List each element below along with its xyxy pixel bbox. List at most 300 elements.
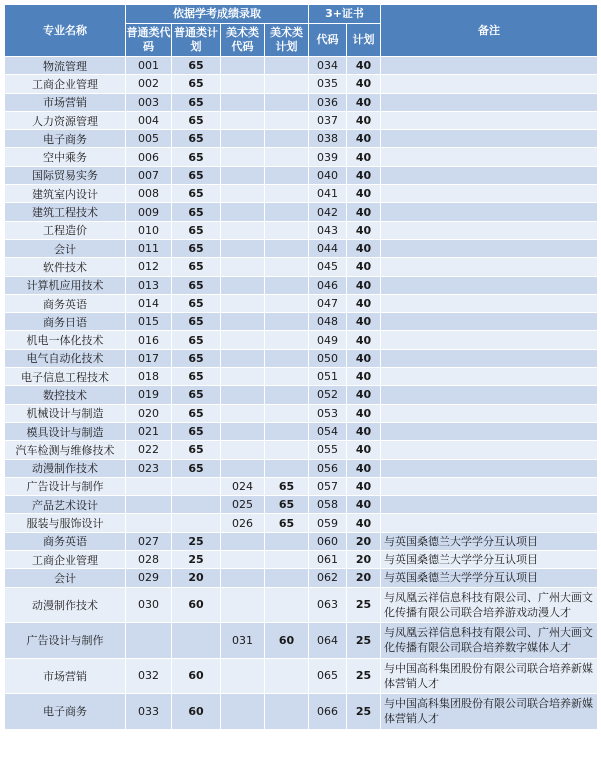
general-plan-cell: 65 xyxy=(172,294,221,312)
art-code-cell xyxy=(221,239,265,257)
major-name-cell: 商务英语 xyxy=(5,294,126,312)
remark-cell xyxy=(381,221,598,239)
general-plan-cell: 65 xyxy=(172,93,221,111)
table-row xyxy=(5,441,598,459)
table-row xyxy=(5,514,598,532)
general-code-cell: 023 xyxy=(126,459,172,477)
general-plan-cell: 65 xyxy=(172,221,221,239)
3plus-code-cell: 055 xyxy=(309,441,347,459)
table-row xyxy=(5,532,598,550)
3plus-code-cell: 039 xyxy=(309,148,347,166)
3plus-code-cell: 038 xyxy=(309,130,347,148)
major-name-cell: 电子商务 xyxy=(5,694,126,730)
3plus-plan-cell: 40 xyxy=(347,349,381,367)
3plus-plan-cell: 40 xyxy=(347,57,381,75)
art-plan-cell xyxy=(265,368,309,386)
art-plan-cell xyxy=(265,404,309,422)
header-major: 专业名称 xyxy=(5,5,126,57)
art-code-cell xyxy=(221,422,265,440)
general-code-cell: 030 xyxy=(126,587,172,623)
3plus-plan-cell: 40 xyxy=(347,258,381,276)
art-plan-cell xyxy=(265,532,309,550)
table-row xyxy=(5,694,598,730)
3plus-plan-cell: 25 xyxy=(347,658,381,694)
3plus-code-cell: 059 xyxy=(309,514,347,532)
art-plan-cell xyxy=(265,551,309,569)
3plus-code-cell: 060 xyxy=(309,532,347,550)
major-name-cell: 服装与服饰设计 xyxy=(5,514,126,532)
art-code-cell xyxy=(221,185,265,203)
general-plan-cell: 65 xyxy=(172,459,221,477)
general-code-cell: 017 xyxy=(126,349,172,367)
table-row xyxy=(5,203,598,221)
art-plan-cell xyxy=(265,148,309,166)
major-name-cell: 电子信息工程技术 xyxy=(5,368,126,386)
art-plan-cell xyxy=(265,569,309,587)
general-plan-cell: 65 xyxy=(172,130,221,148)
art-plan-cell xyxy=(265,587,309,623)
header-3plus-code: 代码 xyxy=(309,24,347,57)
3plus-plan-cell: 20 xyxy=(347,569,381,587)
general-code-cell xyxy=(126,623,172,659)
remark-cell: 与凤凰云祥信息科技有限公司、广州大画文化传播有限公司联合培养数字媒体人才 xyxy=(381,623,598,659)
remark-cell xyxy=(381,496,598,514)
art-code-cell xyxy=(221,331,265,349)
art-code-cell xyxy=(221,368,265,386)
major-name-cell: 空中乘务 xyxy=(5,148,126,166)
general-code-cell: 010 xyxy=(126,221,172,239)
general-plan-cell xyxy=(172,477,221,495)
art-code-cell xyxy=(221,658,265,694)
major-name-cell: 电气自动化技术 xyxy=(5,349,126,367)
table-row xyxy=(5,93,598,111)
art-code-cell xyxy=(221,221,265,239)
general-plan-cell: 60 xyxy=(172,658,221,694)
3plus-plan-cell: 40 xyxy=(347,130,381,148)
remark-cell xyxy=(381,93,598,111)
major-name-cell: 工程造价 xyxy=(5,221,126,239)
3plus-plan-cell: 40 xyxy=(347,294,381,312)
general-plan-cell: 25 xyxy=(172,551,221,569)
table-row xyxy=(5,75,598,93)
remark-cell xyxy=(381,203,598,221)
art-code-cell xyxy=(221,57,265,75)
art-plan-cell xyxy=(265,185,309,203)
table-header xyxy=(5,5,598,57)
general-code-cell: 018 xyxy=(126,368,172,386)
general-code-cell: 015 xyxy=(126,313,172,331)
art-plan-cell xyxy=(265,130,309,148)
header-art-code: 美术类代码 xyxy=(221,24,265,57)
remark-cell xyxy=(381,185,598,203)
general-plan-cell: 65 xyxy=(172,441,221,459)
art-plan-cell xyxy=(265,349,309,367)
remark-cell xyxy=(381,477,598,495)
art-code-cell xyxy=(221,551,265,569)
table-row xyxy=(5,459,598,477)
table-row xyxy=(5,496,598,514)
general-plan-cell: 65 xyxy=(172,57,221,75)
table-row xyxy=(5,331,598,349)
major-name-cell: 工商企业管理 xyxy=(5,551,126,569)
art-code-cell xyxy=(221,532,265,550)
remark-cell: 与中国高科集团股份有限公司联合培养新媒体营销人才 xyxy=(381,658,598,694)
3plus-plan-cell: 40 xyxy=(347,221,381,239)
3plus-plan-cell: 40 xyxy=(347,459,381,477)
art-code-cell xyxy=(221,441,265,459)
major-name-cell: 机电一体化技术 xyxy=(5,331,126,349)
3plus-plan-cell: 25 xyxy=(347,694,381,730)
3plus-code-cell: 045 xyxy=(309,258,347,276)
3plus-plan-cell: 40 xyxy=(347,422,381,440)
3plus-code-cell: 049 xyxy=(309,331,347,349)
3plus-code-cell: 048 xyxy=(309,313,347,331)
header-general-code: 普通类代码 xyxy=(126,24,172,57)
table-row xyxy=(5,587,598,623)
art-code-cell: 026 xyxy=(221,514,265,532)
3plus-plan-cell: 25 xyxy=(347,623,381,659)
admission-plan-table xyxy=(4,4,598,730)
remark-cell: 与凤凰云祥信息科技有限公司、广州大画文化传播有限公司联合培养游戏动漫人才 xyxy=(381,587,598,623)
art-plan-cell xyxy=(265,658,309,694)
general-code-cell xyxy=(126,514,172,532)
3plus-code-cell: 053 xyxy=(309,404,347,422)
3plus-plan-cell: 40 xyxy=(347,404,381,422)
3plus-plan-cell: 40 xyxy=(347,185,381,203)
remark-cell xyxy=(381,404,598,422)
general-code-cell: 008 xyxy=(126,185,172,203)
admission-plan-table-wrapper xyxy=(4,4,597,730)
remark-cell xyxy=(381,258,598,276)
remark-cell xyxy=(381,422,598,440)
major-name-cell: 国际贸易实务 xyxy=(5,166,126,184)
general-code-cell: 006 xyxy=(126,148,172,166)
table-row xyxy=(5,276,598,294)
major-name-cell: 电子商务 xyxy=(5,130,126,148)
3plus-code-cell: 046 xyxy=(309,276,347,294)
art-code-cell xyxy=(221,404,265,422)
major-name-cell: 软件技术 xyxy=(5,258,126,276)
header-3plus-group: 3+证书 xyxy=(309,5,381,24)
3plus-code-cell: 061 xyxy=(309,551,347,569)
general-plan-cell: 65 xyxy=(172,185,221,203)
general-code-cell: 005 xyxy=(126,130,172,148)
3plus-plan-cell: 40 xyxy=(347,166,381,184)
table-row xyxy=(5,623,598,659)
table-row xyxy=(5,349,598,367)
art-plan-cell xyxy=(265,203,309,221)
major-name-cell: 人力资源管理 xyxy=(5,111,126,129)
3plus-plan-cell: 40 xyxy=(347,368,381,386)
header-score-group: 依据学考成绩录取 xyxy=(126,5,309,24)
general-plan-cell: 65 xyxy=(172,422,221,440)
general-plan-cell: 65 xyxy=(172,313,221,331)
general-plan-cell xyxy=(172,623,221,659)
art-code-cell xyxy=(221,93,265,111)
major-name-cell: 广告设计与制作 xyxy=(5,623,126,659)
art-plan-cell xyxy=(265,93,309,111)
3plus-code-cell: 051 xyxy=(309,368,347,386)
general-code-cell: 014 xyxy=(126,294,172,312)
general-plan-cell: 65 xyxy=(172,166,221,184)
3plus-plan-cell: 40 xyxy=(347,148,381,166)
remark-cell xyxy=(381,166,598,184)
3plus-plan-cell: 20 xyxy=(347,551,381,569)
art-code-cell: 025 xyxy=(221,496,265,514)
3plus-code-cell: 054 xyxy=(309,422,347,440)
art-code-cell xyxy=(221,276,265,294)
3plus-code-cell: 047 xyxy=(309,294,347,312)
3plus-code-cell: 052 xyxy=(309,386,347,404)
3plus-plan-cell: 40 xyxy=(347,239,381,257)
3plus-code-cell: 040 xyxy=(309,166,347,184)
major-name-cell: 数控技术 xyxy=(5,386,126,404)
3plus-code-cell: 044 xyxy=(309,239,347,257)
major-name-cell: 动漫制作技术 xyxy=(5,587,126,623)
general-code-cell: 016 xyxy=(126,331,172,349)
3plus-plan-cell: 40 xyxy=(347,514,381,532)
general-code-cell: 011 xyxy=(126,239,172,257)
3plus-plan-cell: 40 xyxy=(347,313,381,331)
remark-cell xyxy=(381,313,598,331)
3plus-code-cell: 035 xyxy=(309,75,347,93)
art-plan-cell xyxy=(265,313,309,331)
general-plan-cell xyxy=(172,496,221,514)
general-plan-cell: 65 xyxy=(172,239,221,257)
remark-cell xyxy=(381,130,598,148)
remark-cell xyxy=(381,111,598,129)
major-name-cell: 市场营销 xyxy=(5,658,126,694)
remark-cell xyxy=(381,349,598,367)
art-plan-cell xyxy=(265,294,309,312)
general-plan-cell: 60 xyxy=(172,694,221,730)
art-code-cell xyxy=(221,148,265,166)
art-plan-cell xyxy=(265,422,309,440)
3plus-plan-cell: 40 xyxy=(347,441,381,459)
remark-cell xyxy=(381,386,598,404)
3plus-plan-cell: 40 xyxy=(347,496,381,514)
general-plan-cell: 65 xyxy=(172,276,221,294)
table-row xyxy=(5,239,598,257)
general-code-cell: 019 xyxy=(126,386,172,404)
art-plan-cell xyxy=(265,276,309,294)
general-code-cell: 028 xyxy=(126,551,172,569)
general-plan-cell: 65 xyxy=(172,331,221,349)
art-plan-cell xyxy=(265,239,309,257)
art-code-cell xyxy=(221,569,265,587)
table-row xyxy=(5,57,598,75)
art-plan-cell xyxy=(265,694,309,730)
art-code-cell xyxy=(221,349,265,367)
major-name-cell: 建筑工程技术 xyxy=(5,203,126,221)
table-row xyxy=(5,258,598,276)
3plus-code-cell: 042 xyxy=(309,203,347,221)
remark-cell: 与中国高科集团股份有限公司联合培养新媒体营销人才 xyxy=(381,694,598,730)
general-code-cell: 004 xyxy=(126,111,172,129)
table-row xyxy=(5,313,598,331)
table-row xyxy=(5,166,598,184)
general-code-cell: 029 xyxy=(126,569,172,587)
3plus-code-cell: 065 xyxy=(309,658,347,694)
general-code-cell: 022 xyxy=(126,441,172,459)
general-code-cell: 003 xyxy=(126,93,172,111)
general-code-cell: 021 xyxy=(126,422,172,440)
3plus-plan-cell: 40 xyxy=(347,331,381,349)
major-name-cell: 商务日语 xyxy=(5,313,126,331)
general-code-cell: 002 xyxy=(126,75,172,93)
major-name-cell: 机械设计与制造 xyxy=(5,404,126,422)
table-row xyxy=(5,368,598,386)
art-plan-cell: 65 xyxy=(265,477,309,495)
3plus-code-cell: 056 xyxy=(309,459,347,477)
art-plan-cell xyxy=(265,221,309,239)
header-general-plan: 普通类计划 xyxy=(172,24,221,57)
3plus-plan-cell: 20 xyxy=(347,532,381,550)
table-row xyxy=(5,221,598,239)
art-code-cell xyxy=(221,258,265,276)
3plus-plan-cell: 40 xyxy=(347,477,381,495)
art-plan-cell: 60 xyxy=(265,623,309,659)
header-3plus-plan: 计划 xyxy=(347,24,381,57)
general-code-cell: 013 xyxy=(126,276,172,294)
3plus-code-cell: 036 xyxy=(309,93,347,111)
3plus-code-cell: 037 xyxy=(309,111,347,129)
remark-cell: 与英国桑德兰大学学分互认项目 xyxy=(381,551,598,569)
major-name-cell: 建筑室内设计 xyxy=(5,185,126,203)
general-code-cell: 009 xyxy=(126,203,172,221)
major-name-cell: 商务英语 xyxy=(5,532,126,550)
general-plan-cell: 65 xyxy=(172,75,221,93)
art-code-cell: 024 xyxy=(221,477,265,495)
art-code-cell xyxy=(221,386,265,404)
major-name-cell: 会计 xyxy=(5,239,126,257)
general-plan-cell: 65 xyxy=(172,386,221,404)
general-plan-cell: 20 xyxy=(172,569,221,587)
major-name-cell: 市场营销 xyxy=(5,93,126,111)
art-plan-cell xyxy=(265,386,309,404)
remark-cell: 与英国桑德兰大学学分互认项目 xyxy=(381,569,598,587)
art-plan-cell xyxy=(265,441,309,459)
general-code-cell: 012 xyxy=(126,258,172,276)
general-plan-cell xyxy=(172,514,221,532)
remark-cell xyxy=(381,459,598,477)
remark-cell: 与英国桑德兰大学学分互认项目 xyxy=(381,532,598,550)
3plus-plan-cell: 40 xyxy=(347,111,381,129)
table-row xyxy=(5,477,598,495)
art-plan-cell xyxy=(265,331,309,349)
major-name-cell: 会计 xyxy=(5,569,126,587)
table-row xyxy=(5,185,598,203)
3plus-plan-cell: 25 xyxy=(347,587,381,623)
3plus-plan-cell: 40 xyxy=(347,93,381,111)
table-row xyxy=(5,130,598,148)
table-row xyxy=(5,294,598,312)
major-name-cell: 动漫制作技术 xyxy=(5,459,126,477)
remark-cell xyxy=(381,294,598,312)
table-row xyxy=(5,404,598,422)
3plus-code-cell: 034 xyxy=(309,57,347,75)
header-remarks: 备注 xyxy=(381,5,598,57)
art-plan-cell xyxy=(265,258,309,276)
table-row xyxy=(5,569,598,587)
3plus-code-cell: 062 xyxy=(309,569,347,587)
art-code-cell xyxy=(221,694,265,730)
art-plan-cell xyxy=(265,111,309,129)
3plus-code-cell: 064 xyxy=(309,623,347,659)
general-code-cell xyxy=(126,496,172,514)
remark-cell xyxy=(381,239,598,257)
general-code-cell: 007 xyxy=(126,166,172,184)
remark-cell xyxy=(381,514,598,532)
3plus-code-cell: 063 xyxy=(309,587,347,623)
general-code-cell: 033 xyxy=(126,694,172,730)
general-plan-cell: 65 xyxy=(172,258,221,276)
remark-cell xyxy=(381,75,598,93)
major-name-cell: 产品艺术设计 xyxy=(5,496,126,514)
general-plan-cell: 65 xyxy=(172,368,221,386)
art-code-cell xyxy=(221,294,265,312)
3plus-plan-cell: 40 xyxy=(347,203,381,221)
table-row xyxy=(5,551,598,569)
header-art-plan: 美术类计划 xyxy=(265,24,309,57)
major-name-cell: 广告设计与制作 xyxy=(5,477,126,495)
table-row xyxy=(5,148,598,166)
3plus-plan-cell: 40 xyxy=(347,276,381,294)
remark-cell xyxy=(381,368,598,386)
major-name-cell: 物流管理 xyxy=(5,57,126,75)
table-row xyxy=(5,386,598,404)
remark-cell xyxy=(381,441,598,459)
general-code-cell: 027 xyxy=(126,532,172,550)
remark-cell xyxy=(381,276,598,294)
general-code-cell xyxy=(126,477,172,495)
art-code-cell xyxy=(221,203,265,221)
table-row xyxy=(5,111,598,129)
general-code-cell: 032 xyxy=(126,658,172,694)
major-name-cell: 汽车检测与维修技术 xyxy=(5,441,126,459)
remark-cell xyxy=(381,148,598,166)
3plus-plan-cell: 40 xyxy=(347,386,381,404)
general-code-cell: 020 xyxy=(126,404,172,422)
art-plan-cell xyxy=(265,459,309,477)
table-body xyxy=(5,57,598,730)
general-plan-cell: 25 xyxy=(172,532,221,550)
art-code-cell xyxy=(221,111,265,129)
remark-cell xyxy=(381,331,598,349)
table-row xyxy=(5,422,598,440)
art-plan-cell xyxy=(265,166,309,184)
art-code-cell xyxy=(221,587,265,623)
3plus-code-cell: 043 xyxy=(309,221,347,239)
3plus-code-cell: 066 xyxy=(309,694,347,730)
general-plan-cell: 65 xyxy=(172,404,221,422)
major-name-cell: 模具设计与制造 xyxy=(5,422,126,440)
major-name-cell: 工商企业管理 xyxy=(5,75,126,93)
general-plan-cell: 65 xyxy=(172,148,221,166)
general-plan-cell: 60 xyxy=(172,587,221,623)
art-code-cell xyxy=(221,166,265,184)
general-code-cell: 001 xyxy=(126,57,172,75)
general-plan-cell: 65 xyxy=(172,349,221,367)
art-plan-cell: 65 xyxy=(265,496,309,514)
art-code-cell xyxy=(221,313,265,331)
major-name-cell: 计算机应用技术 xyxy=(5,276,126,294)
art-plan-cell: 65 xyxy=(265,514,309,532)
art-plan-cell xyxy=(265,75,309,93)
art-code-cell xyxy=(221,130,265,148)
art-code-cell xyxy=(221,75,265,93)
3plus-plan-cell: 40 xyxy=(347,75,381,93)
